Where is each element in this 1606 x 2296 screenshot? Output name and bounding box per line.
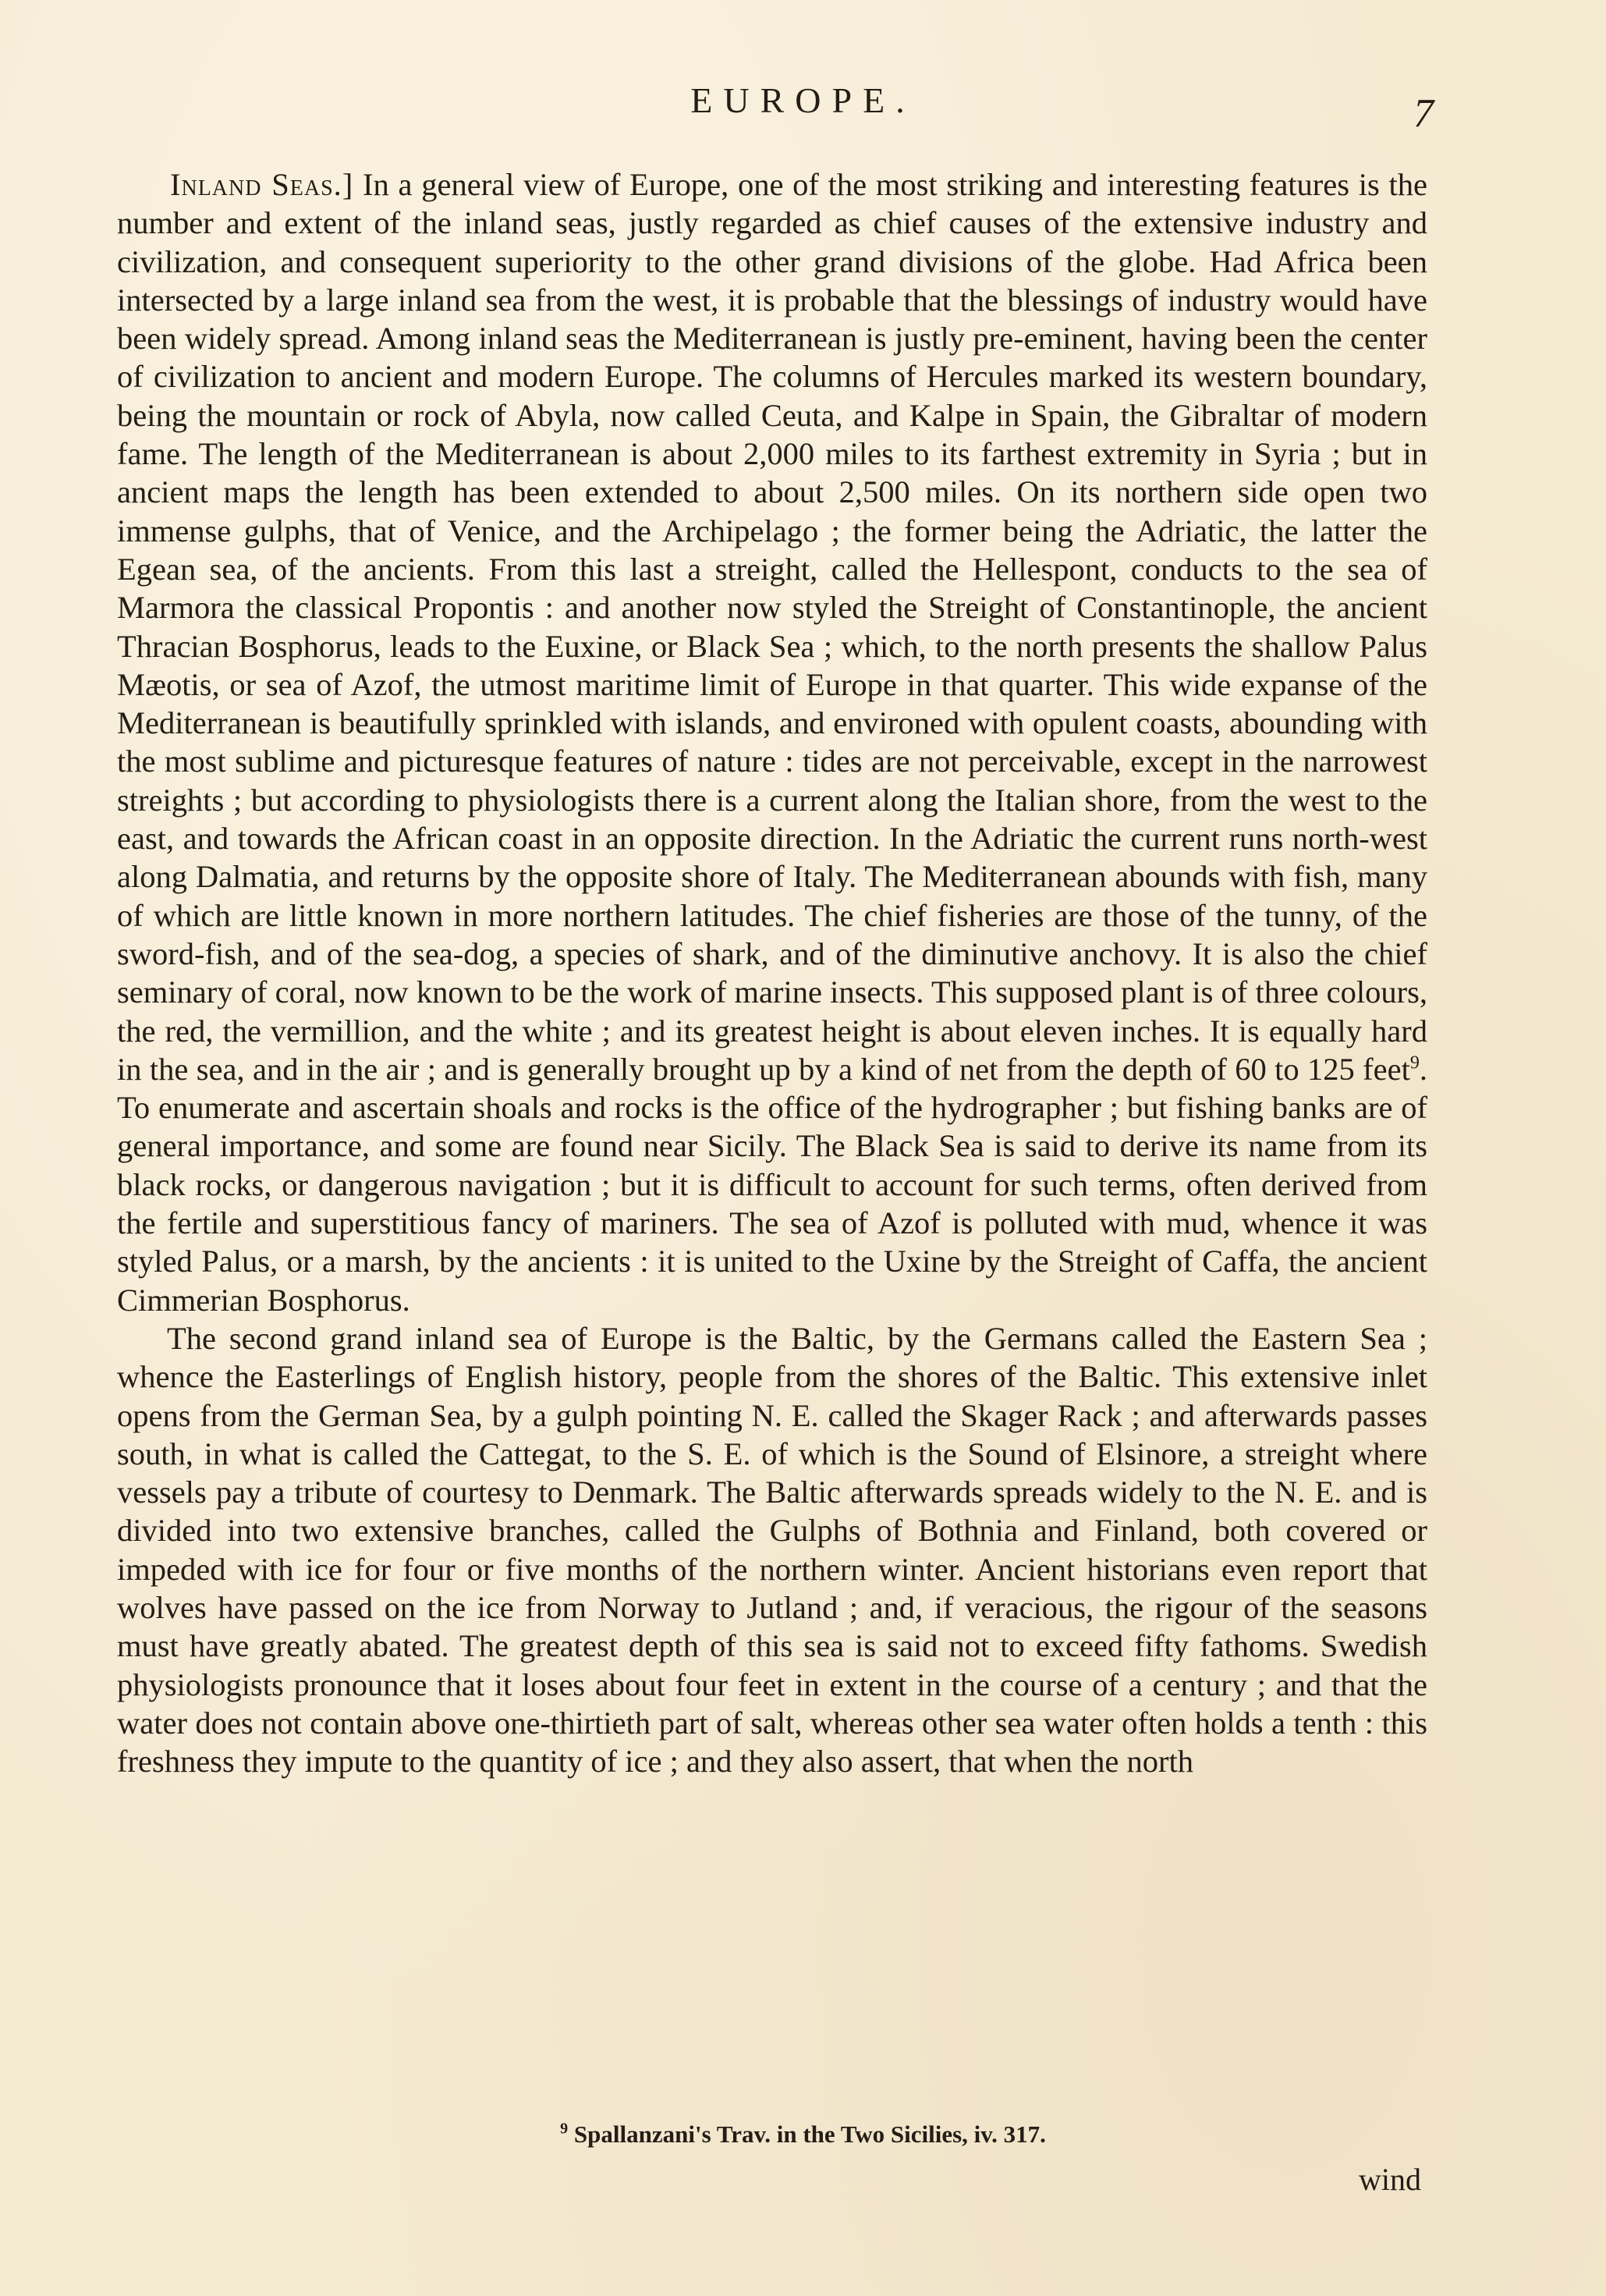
- body-text: [117, 165, 1427, 1780]
- marginal-heading: Inland Seas.]: [170, 167, 354, 202]
- footnote-text: Spallanzani's Trav. in the Two Sicilies, iv. 317.: [573, 2120, 1046, 2148]
- running-head: EUROPE.: [690, 80, 916, 120]
- footnote-reference[interactable]: 9: [1409, 1052, 1420, 1073]
- paragraph-text: The second grand inland sea of Europe is the Baltic, by the Germans called the Eastern Sea ; whence the Easterlings of English history, people from the shores of the Baltic. This extensive inlet opens from the German Sea, by a gulph pointing N. E. called the Skager Rack ; and afterwards passes south, in what is called the Cattegat, to the S. E. of which is the Sound of Elsinore, a streight where vessels pay a tribute of courtesy to Denmark. The Baltic afterwards spreads widely to the N. E. and is divided into two extensive branches, called the Gulphs of Bothnia and Finland, both covered or impeded with ice for four or five months of the northern winter. Ancient historians even report that wolves have passed on the ice from Norway to Jutland ; and, if veracious, the rigour of the seasons must have greatly abated. The greatest depth of this sea is said not to exceed fifty fathoms. Swedish physiologists pronounce that it loses about four feet in extent in the course of a century ; and that the water does not contain above one-thirtieth part of salt, whereas other sea water often holds a tenth : this freshness they impute to the quantity of ice ; and they also assert, that when the north: [117, 1320, 1427, 1780]
- paragraph-baltic: [117, 1319, 1427, 1781]
- paragraph-text-continued: . To enumerate and ascertain shoals and rocks is the office of the hydrographer ; but fishing banks are of general importance, and some are found near Sicily. The Black Sea is said to derive its name from its black rocks, or dangerous navigation ; but it is difficult to account for such terms, often derived from the fertile and superstitious fancy of mariners. The sea of Azof is polluted with mud, whence it was styled Palus, or a marsh, by the ancients : it is united to the Uxine by the Streight of Caffa, the ancient Cimmerian Bosphorus.: [117, 1051, 1427, 1318]
- paragraph-text: In a general view of Europe, one of the most striking and interesting features is the number and extent of the inland seas, justly regarded as chief causes of the extensive industry and civilization, and consequent superiority to the other grand divisions of the globe. Had Africa been intersected by a large inland sea from the west, it is probable that the blessings of industry would have been widely spread. Among inland seas the Mediterranean is justly pre-eminent, having been the center of civilization to ancient and modern Europe. The columns of Hercules marked its western boundary, being the mountain or rock of Abyla, now called Ceuta, and Kalpe in Spain, the Gibraltar of modern fame. The length of the Mediterranean is about 2,000 miles to its farthest extremity in Syria ; but in ancient maps the length has been extended to about 2,500 miles. On its northern side open two immense gulphs, that of Venice, and the Archipelago ; the former being the Adriatic, the latter the Egean sea, of the ancients. From this last a streight, called the Hellespont, conducts to the sea of Marmora the classical Propontis : and another now styled the Streight of Constantinople, the ancient Thracian Bosphorus, leads to the Euxine, or Black Sea ; which, to the north presents the shallow Palus Mæotis, or sea of Azof, the utmost maritime limit of Europe in that quarter. This wide expanse of the Mediterranean is beautifully sprinkled with islands, and environed with opulent coasts, abounding with the most sublime and picturesque features of nature : tides are not perceivable, except in the narrowest streights ; but according to physiologists there is a current along the Italian shore, from the west to the east, and towards the African coast in an opposite direction. In the Adriatic the current runs north-west along Dalmatia, and returns by the opposite shore of Italy. The Mediterranean abounds with fish, many of which are little known in more northern latitudes. The chief fisheries are those of the tunny, of the sword-fish, and of the sea-dog, a species of shark, and of the diminutive anchovy. It is also the chief seminary of coral, now known to be the work of marine insects. This supposed plant is of three colours, the red, the vermillion, and the white ; and its greatest height is about eleven inches. It is equally hard in the sea, and in the air ; and is generally brought up by a kind of net from the depth of 60 to 125 feet: [117, 167, 1428, 1087]
- catchword: wind: [1359, 2162, 1421, 2197]
- page-number: 7: [1413, 91, 1434, 136]
- footnote-mark: 9: [560, 2120, 569, 2138]
- paragraph-inland-seas: [117, 165, 1427, 1319]
- footnote: [0, 2120, 1606, 2149]
